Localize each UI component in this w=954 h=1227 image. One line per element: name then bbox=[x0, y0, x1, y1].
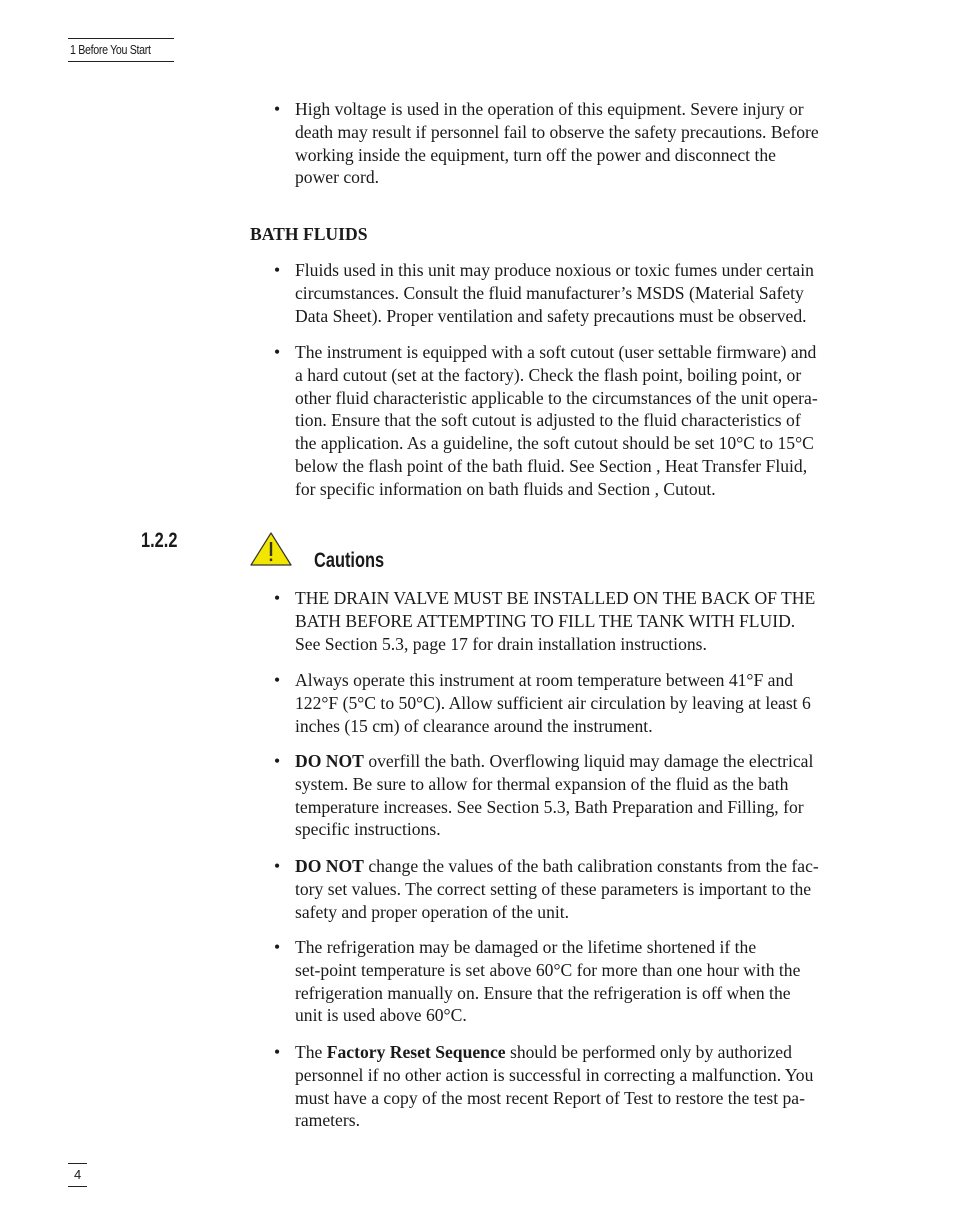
text-line: The refrigeration may be damaged or the lifetime shortened if the bbox=[295, 937, 757, 957]
text-line bbox=[295, 750, 864, 773]
bullet-icon: • bbox=[274, 670, 281, 690]
bath-fluids-heading: BATH FLUIDS bbox=[250, 224, 368, 244]
list-item-text bbox=[295, 936, 864, 1027]
list-item-text bbox=[295, 341, 864, 501]
text-line: power cord. bbox=[295, 167, 380, 188]
list-item bbox=[274, 855, 864, 923]
text-line: specific instructions. bbox=[295, 819, 441, 840]
text-line: must have a copy of the most recent Report of Test to restore the test pa- bbox=[295, 1087, 805, 1108]
text-line: BATH BEFORE ATTEMPTING TO FILL THE TANK WITH FLUID. bbox=[295, 610, 796, 631]
text-run: change the values of the bath calibration constants from the fac- bbox=[363, 856, 819, 876]
text-run: overfill the bath. Overflowing liquid may damage the electrical bbox=[363, 751, 814, 771]
text-line: set-point temperature is set above 60°C for more than one hour with the bbox=[295, 959, 801, 980]
text-line: the application. As a guideline, the soft cutout should be set 10°C to 15°C bbox=[295, 433, 814, 454]
bullet-icon: • bbox=[274, 1042, 281, 1062]
section-title bbox=[314, 548, 404, 574]
text-line: working inside the equipment, turn off the power and disconnect the bbox=[295, 144, 776, 165]
running-head bbox=[68, 38, 174, 62]
bullet-icon: • bbox=[274, 588, 281, 608]
section-title-text: Cautions bbox=[314, 549, 385, 572]
text-line: system. Be sure to allow for thermal expansion of the fluid as the bath bbox=[295, 773, 789, 794]
bullet-icon: • bbox=[274, 99, 281, 119]
text-line: for specific information on bath fluids and Section , Cutout. bbox=[295, 478, 716, 499]
list-item bbox=[274, 259, 864, 327]
text-line: safety and proper operation of the unit. bbox=[295, 901, 570, 922]
text-line bbox=[295, 1041, 864, 1064]
text-line: The instrument is equipped with a soft cutout (user settable firmware) and bbox=[295, 342, 817, 362]
list-item bbox=[274, 341, 864, 501]
section-number-text: 1.2.2 bbox=[141, 529, 178, 552]
bullet-icon: • bbox=[274, 751, 281, 771]
bold-lead: DO NOT bbox=[295, 856, 364, 876]
text-line bbox=[295, 855, 864, 878]
warning-triangle-icon bbox=[249, 531, 293, 567]
page-number: 4 bbox=[68, 1163, 87, 1187]
list-item bbox=[274, 1041, 864, 1132]
bullet-icon: • bbox=[274, 260, 281, 280]
text-line: below the flash point of the bath fluid. See Section , Heat Transfer Fluid, bbox=[295, 455, 808, 476]
list-item-text bbox=[295, 669, 864, 737]
bullet-icon: • bbox=[274, 342, 281, 362]
bullet-icon: • bbox=[274, 937, 281, 957]
text-line: other fluid characteristic applicable to the circumstances of the unit opera- bbox=[295, 387, 818, 408]
bold-term: Factory Reset Sequence bbox=[326, 1042, 506, 1062]
text-line: 122°F (5°C to 50°C). Allow sufficient air circulation by leaving at least 6 bbox=[295, 692, 811, 713]
list-item-text bbox=[295, 1041, 864, 1132]
list-item-text bbox=[295, 259, 864, 327]
list-item bbox=[274, 750, 864, 841]
list-item bbox=[274, 98, 864, 189]
text-line: rameters. bbox=[295, 1110, 360, 1131]
text-line: tory set values. The correct setting of these parameters is important to the bbox=[295, 878, 812, 899]
text-line: unit is used above 60°C. bbox=[295, 1005, 467, 1026]
text-line: circumstances. Consult the fluid manufacturer’s MSDS (Material Safety bbox=[295, 282, 804, 303]
text-line: THE DRAIN VALVE MUST BE INSTALLED ON THE BACK OF THE bbox=[295, 588, 816, 608]
list-item bbox=[274, 669, 864, 737]
list-item-text bbox=[295, 750, 864, 841]
text-line: a hard cutout (set at the factory). Check the flash point, boiling point, or bbox=[295, 364, 802, 385]
text-line: High voltage is used in the operation of this equipment. Severe injury or bbox=[295, 99, 804, 119]
section-number bbox=[141, 528, 188, 554]
list-item-text bbox=[295, 855, 864, 923]
bold-lead: DO NOT bbox=[295, 751, 364, 771]
text-line: death may result if personnel fail to observe the safety precautions. Before bbox=[295, 121, 819, 142]
text-run: The bbox=[295, 1042, 327, 1062]
list-item bbox=[274, 587, 864, 655]
text-line: tion. Ensure that the soft cutout is adjusted to the fluid characteristics of bbox=[295, 410, 801, 431]
text-line: Data Sheet). Proper ventilation and safety precautions must be observed. bbox=[295, 305, 807, 326]
text-line: inches (15 cm) of clearance around the instrument. bbox=[295, 715, 653, 736]
text-line: refrigeration manually on. Ensure that the refrigeration is off when the bbox=[295, 982, 791, 1003]
list-item-text bbox=[295, 587, 864, 655]
running-head-text: 1 Before You Start bbox=[70, 42, 151, 57]
bullet-icon: • bbox=[274, 856, 281, 876]
text-line: Fluids used in this unit may produce noxious or toxic fumes under certain bbox=[295, 260, 814, 280]
text-line: temperature increases. See Section 5.3, Bath Preparation and Filling, for bbox=[295, 796, 804, 817]
text-line: See Section 5.3, page 17 for drain installation instructions. bbox=[295, 633, 707, 654]
text-run: should be performed only by authorized bbox=[505, 1042, 792, 1062]
list-item bbox=[274, 936, 864, 1027]
list-item-text bbox=[295, 98, 864, 189]
text-line: personnel if no other action is successful in correcting a malfunction. You bbox=[295, 1064, 814, 1085]
text-line: Always operate this instrument at room temperature between 41°F and bbox=[295, 670, 794, 690]
